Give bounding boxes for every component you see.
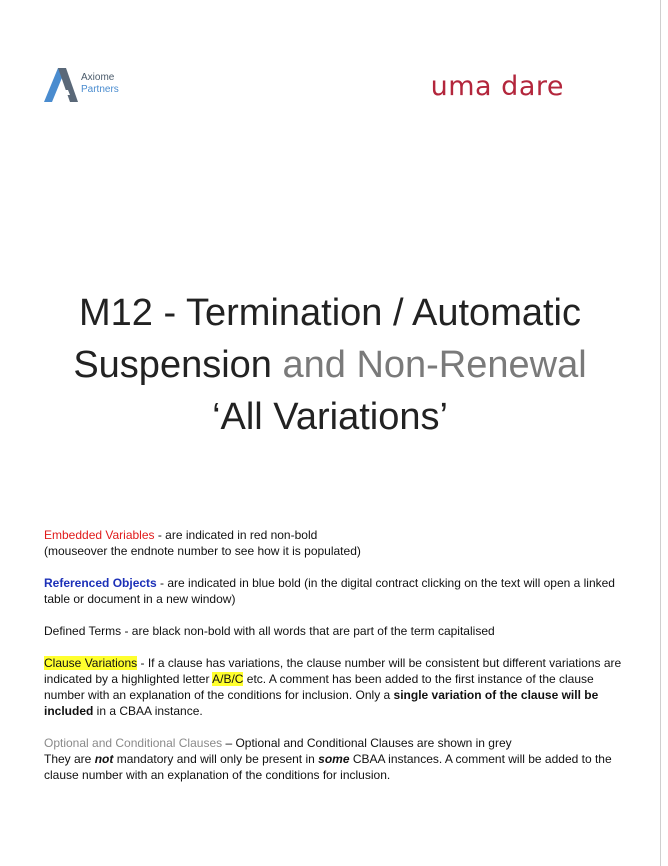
title-line-2-grey: and Non-Renewal: [271, 344, 587, 386]
axiome-logo-text: [81, 72, 119, 96]
axiome-a-icon: [44, 68, 80, 102]
clause-variations-letters: A/B/C: [212, 672, 244, 686]
clause-variations-bold: single variation of the clause will be included: [44, 688, 599, 718]
legend-section: [44, 527, 630, 799]
clause-variations-text-c: in a CBAA instance.: [93, 704, 203, 718]
referenced-objects-text: - are indicated in blue bold (in the digital contract clicking on the text will open a linked table or document in a new window): [44, 576, 615, 606]
title-line-2-dark: Suspension: [73, 344, 272, 386]
legend-embedded-variables: [44, 527, 630, 559]
title-line-1: M12 - Termination / Automatic: [79, 292, 581, 334]
legend-optional-clauses: [44, 735, 630, 783]
optional-line2-c: CBAA instances. A comment will be added to the clause number with an explanation of the conditions for inclusion.: [44, 752, 612, 782]
clause-variations-text-a: - If a clause has variations, the clause number will be consistent but different variations are indicated by a highlighted letter: [44, 656, 622, 686]
legend-clause-variations: [44, 655, 630, 719]
uma-dare-logo: uma dare: [430, 71, 564, 102]
embedded-variables-label: Embedded Variables: [44, 528, 155, 542]
embedded-variables-text: - are indicated in red non-bold: [154, 528, 318, 542]
optional-not: not: [94, 752, 114, 766]
optional-line2-a: They are: [44, 752, 95, 766]
referenced-objects-label: Referenced Objects: [44, 576, 157, 590]
embedded-variables-text-2: (mouseover the endnote number to see how it is populated): [44, 544, 361, 558]
optional-clauses-label: Optional and Conditional Clauses: [44, 736, 223, 750]
clause-variations-label: Clause Variations: [44, 656, 138, 670]
axiome-logo-line1: Axiome: [81, 72, 115, 83]
legend-referenced-objects: [44, 575, 630, 607]
defined-terms-text: Defined Terms - are black non-bold with all words that are part of the term capitalised: [44, 624, 495, 638]
optional-line2-b: mandatory and will only be present in: [113, 752, 319, 766]
title-line-3: ‘All Variations’: [212, 396, 448, 438]
axiome-partners-logo: [44, 66, 144, 106]
legend-defined-terms: [44, 623, 630, 639]
optional-some: some: [318, 752, 350, 766]
header: [44, 66, 564, 106]
axiome-logo-line2: Partners: [81, 84, 119, 95]
optional-clauses-text: – Optional and Conditional Clauses are shown in grey: [222, 736, 512, 750]
document-title: [0, 287, 660, 443]
clause-variations-text-b: etc. A comment has been added to the first instance of the clause number with an explanation of the conditions for inclusion. Only a: [44, 672, 594, 702]
title-line-2: [0, 339, 660, 391]
